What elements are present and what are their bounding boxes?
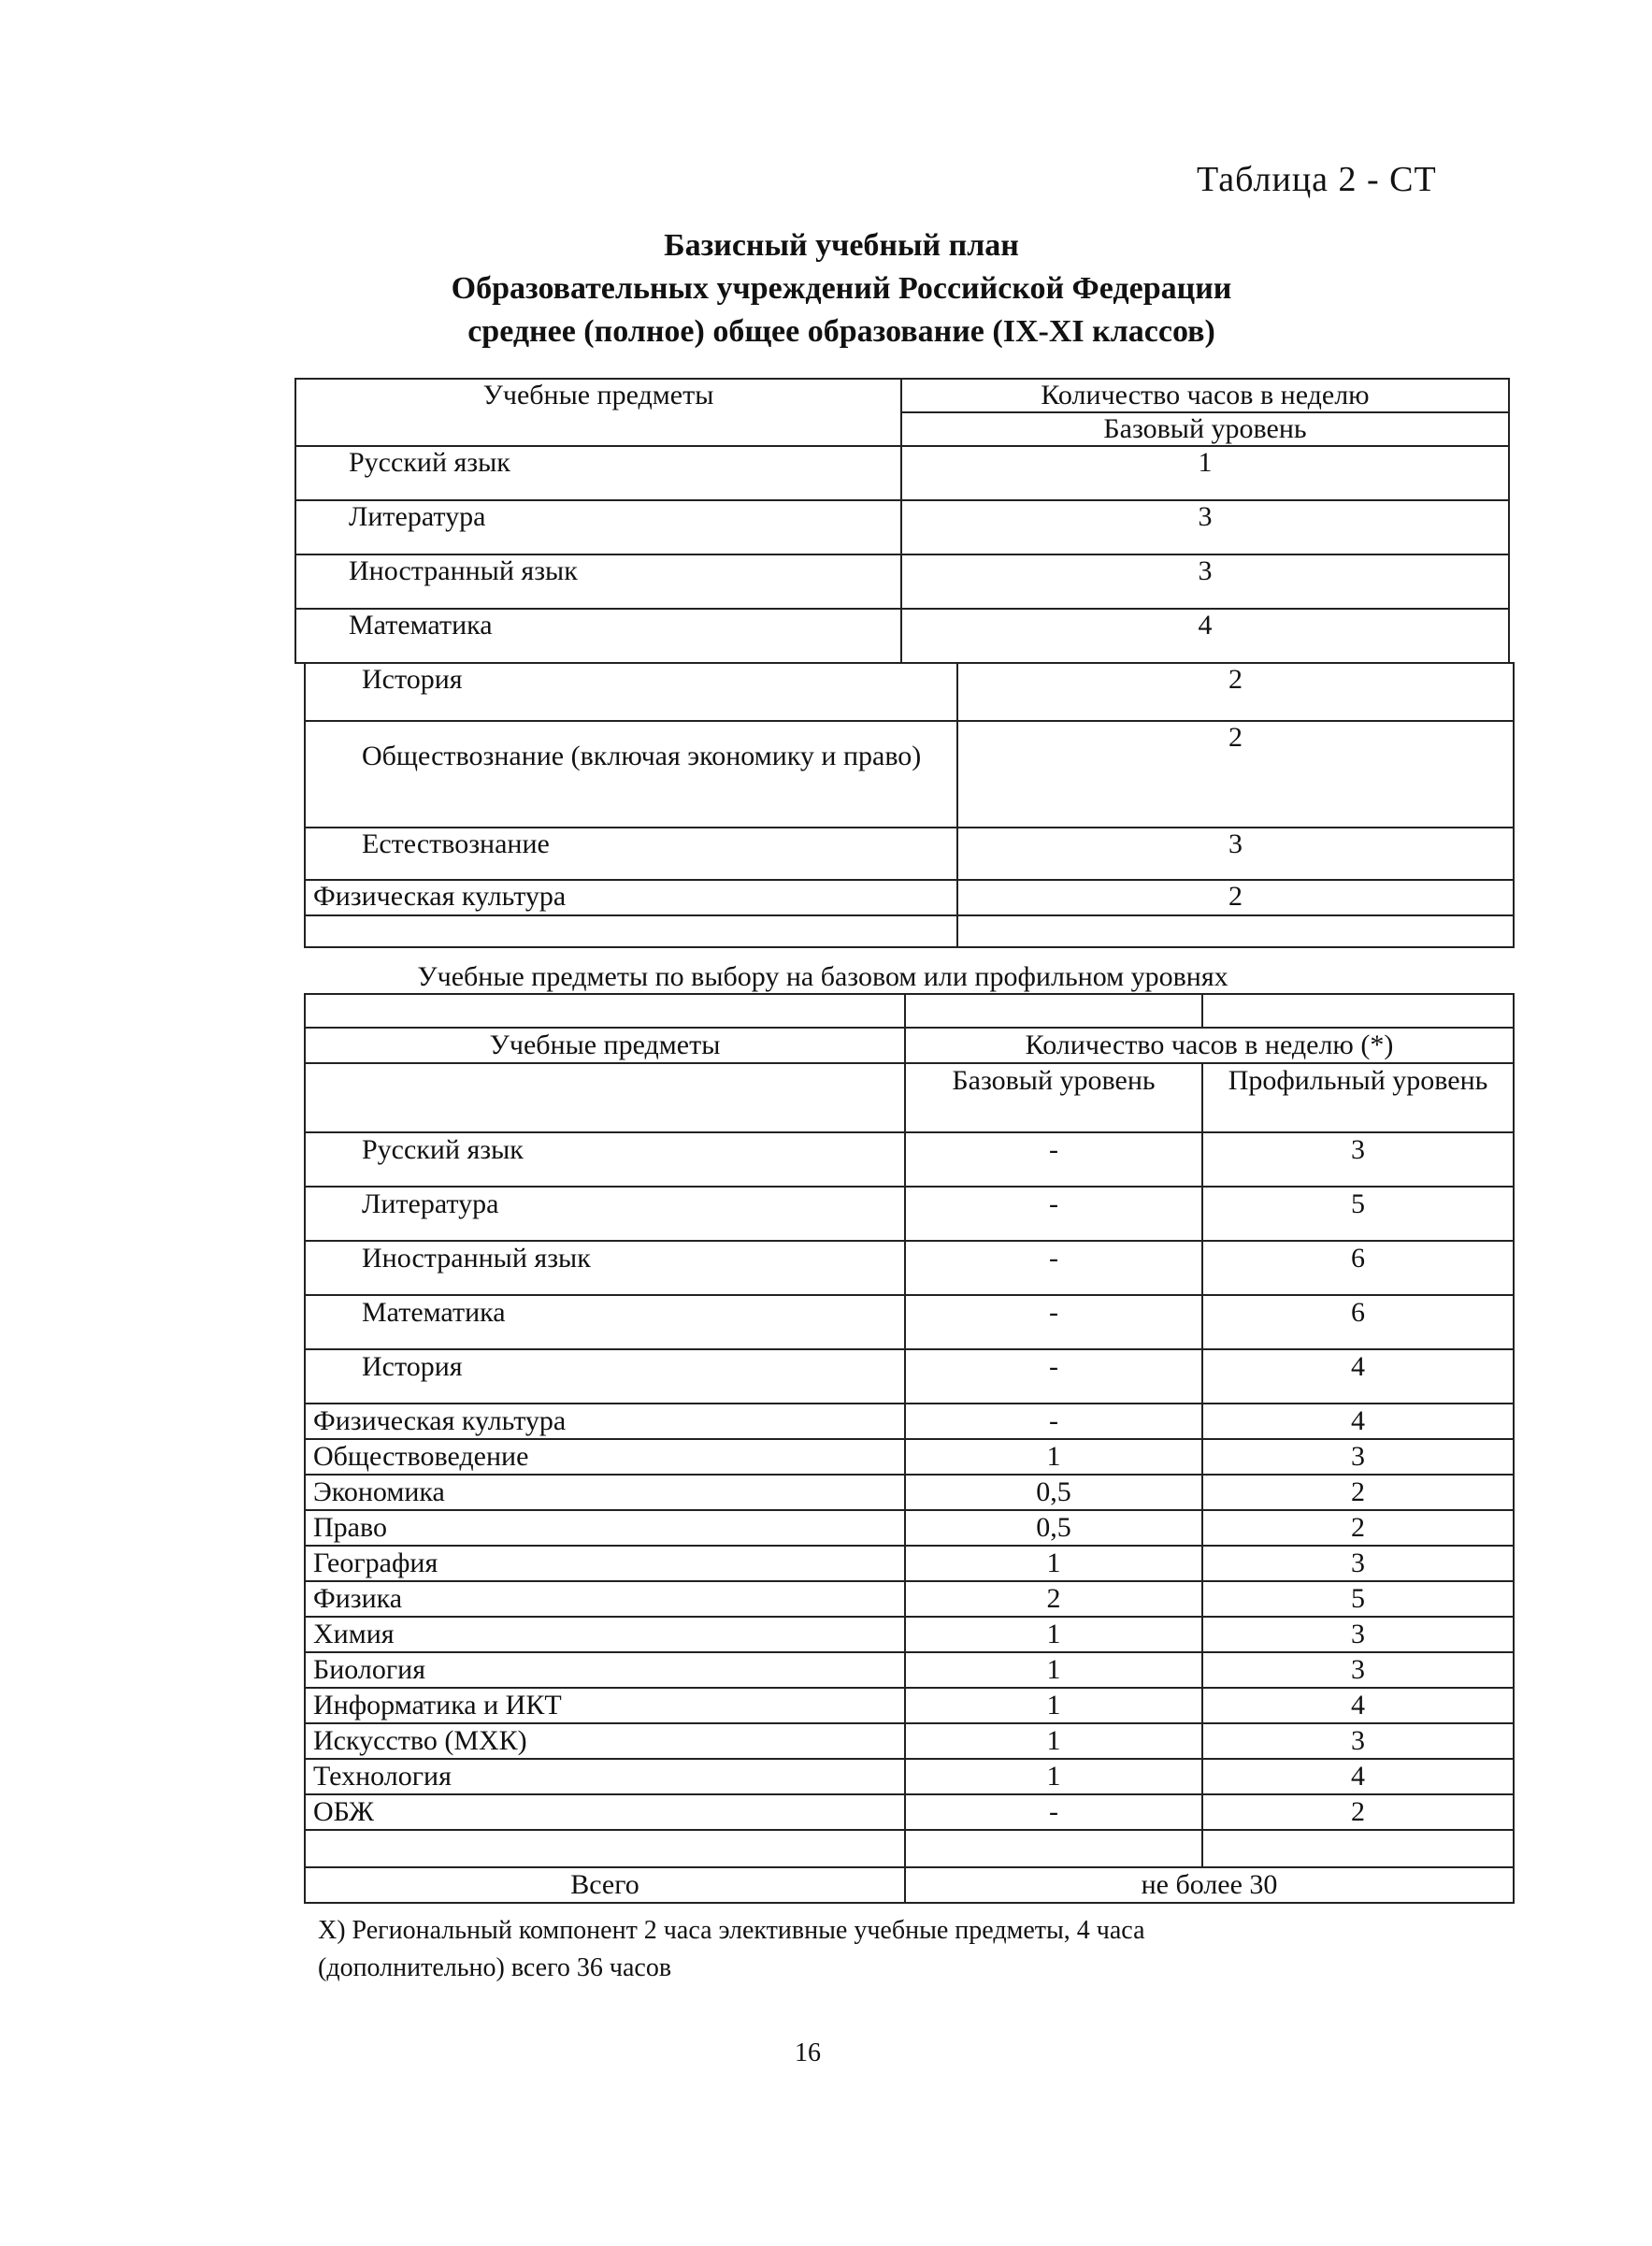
subject-cell: Биология [305,1652,905,1688]
table-row [305,1349,1514,1404]
title-line-1: Базисный учебный план [664,228,1019,263]
header-profile-level: Профильный уровень [1202,1063,1514,1132]
footnote-line-1: Х) Региональный компонент 2 часа элективные учебные предметы, 4 часа [318,1916,1145,1945]
header-hours: Количество часов в неделю [901,379,1509,412]
subject-cell: Литература [305,1187,905,1241]
basic-subjects-table-continued [304,662,1515,948]
hours-cell: 2 [957,880,1514,915]
elective-subjects-heading: Учебные предметы по выбору на базовом или профильном уровнях [417,961,1228,992]
total-value: не более 30 [905,1867,1514,1903]
basic-cell: 1 [905,1688,1202,1723]
profile-cell: 4 [1202,1349,1514,1404]
footnote-line-2: (дополнительно) всего 36 часов [318,1953,672,1982]
table-row-empty [305,1830,1514,1867]
subject-cell: Иностранный язык [305,1241,905,1295]
table-row [305,1581,1514,1617]
subject-cell: Обществознание (включая экономику и право) [305,721,957,828]
header-level: Базовый уровень [901,412,1509,446]
basic-cell: 1 [905,1652,1202,1688]
profile-cell: 4 [1202,1759,1514,1794]
subject-cell: Литература [295,500,901,554]
table-row [305,1295,1514,1349]
table-row [305,1132,1514,1187]
elective-subjects-table [304,993,1515,1904]
subject-cell: Естествознание [305,828,957,880]
page-number: 16 [795,2038,821,2067]
basic-cell: 2 [905,1581,1202,1617]
profile-cell: 3 [1202,1723,1514,1759]
table-row [295,500,1509,554]
table-row-empty [305,915,1514,947]
hours-cell: 2 [957,721,1514,828]
table-row [305,1759,1514,1794]
profile-cell: 4 [1202,1404,1514,1439]
total-row [305,1867,1514,1903]
basic-cell: - [905,1794,1202,1830]
table-row [305,1404,1514,1439]
document-title [280,224,1402,353]
profile-cell: 5 [1202,1581,1514,1617]
subject-cell: Экономика [305,1475,905,1510]
basic-cell: - [905,1404,1202,1439]
profile-cell: 2 [1202,1510,1514,1546]
subject-cell: Математика [295,609,901,663]
subject-cell: Физическая культура [305,880,957,915]
hours-cell: 2 [957,663,1514,721]
table-row [295,609,1509,663]
table-row-empty [305,994,1514,1028]
table-row [305,828,1514,880]
basic-cell: - [905,1132,1202,1187]
subject-cell: Русский язык [295,446,901,500]
basic-cell: 1 [905,1617,1202,1652]
profile-cell: 4 [1202,1688,1514,1723]
profile-cell: 3 [1202,1652,1514,1688]
hours-cell: 1 [901,446,1509,500]
subject-cell: Иностранный язык [295,554,901,609]
header-hours: Количество часов в неделю (*) [905,1028,1514,1063]
table-row [305,1688,1514,1723]
header-subjects: Учебные предметы [295,379,901,446]
table-row [295,554,1509,609]
title-line-3: среднее (полное) общее образование (IX-XI классов) [467,314,1215,349]
table-row [305,880,1514,915]
subject-cell: Информатика и ИКТ [305,1688,905,1723]
header-basic-level: Базовый уровень [905,1063,1202,1132]
table-row [295,446,1509,500]
subject-cell: Технология [305,1759,905,1794]
subject-cell: Математика [305,1295,905,1349]
subject-cell: Физика [305,1581,905,1617]
subject-cell: География [305,1546,905,1581]
table-row [305,1723,1514,1759]
subject-cell: Искусство (МХК) [305,1723,905,1759]
subject-cell: ОБЖ [305,1794,905,1830]
title-line-2: Образовательных учреждений Российской Федерации [451,271,1232,306]
basic-cell: 0,5 [905,1475,1202,1510]
hours-cell: 3 [901,554,1509,609]
basic-cell: 1 [905,1439,1202,1475]
hours-cell: 3 [901,500,1509,554]
table-row [305,1652,1514,1688]
table-label: Таблица 2 - СТ [1197,160,1437,199]
basic-cell: - [905,1187,1202,1241]
basic-cell: 1 [905,1546,1202,1581]
table-row [305,1241,1514,1295]
profile-cell: 5 [1202,1187,1514,1241]
basic-cell: 1 [905,1759,1202,1794]
basic-subjects-table [294,378,1510,664]
total-label: Всего [305,1867,905,1903]
subject-cell: Обществоведение [305,1439,905,1475]
profile-cell: 3 [1202,1439,1514,1475]
table-row [305,1546,1514,1581]
footnote [318,1912,1145,1987]
table-row [305,1439,1514,1475]
table-row [305,721,1514,828]
subject-cell: Русский язык [305,1132,905,1187]
subject-cell: Физическая культура [305,1404,905,1439]
subject-cell: Право [305,1510,905,1546]
basic-cell: 0,5 [905,1510,1202,1546]
profile-cell: 3 [1202,1546,1514,1581]
profile-cell: 3 [1202,1617,1514,1652]
table-row [305,1617,1514,1652]
basic-cell: - [905,1295,1202,1349]
table-row [305,1187,1514,1241]
subject-cell: История [305,1349,905,1404]
profile-cell: 6 [1202,1241,1514,1295]
profile-cell: 2 [1202,1475,1514,1510]
subject-cell: Химия [305,1617,905,1652]
table-row [305,663,1514,721]
hours-cell: 3 [957,828,1514,880]
table-row [305,1794,1514,1830]
table-row [305,1475,1514,1510]
basic-cell: 1 [905,1723,1202,1759]
hours-cell: 4 [901,609,1509,663]
basic-cell: - [905,1241,1202,1295]
profile-cell: 6 [1202,1295,1514,1349]
profile-cell: 2 [1202,1794,1514,1830]
basic-cell: - [905,1349,1202,1404]
profile-cell: 3 [1202,1132,1514,1187]
subject-cell: История [305,663,957,721]
table-row [305,1510,1514,1546]
header-subjects: Учебные предметы [305,1028,905,1063]
